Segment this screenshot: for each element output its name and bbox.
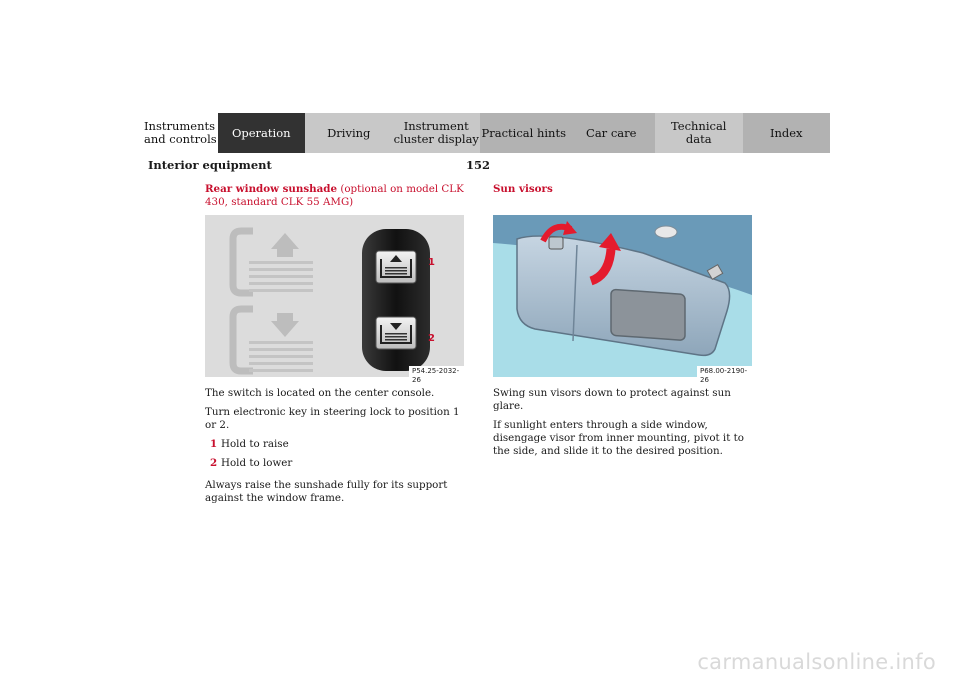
sun-visor-illustration [493, 215, 752, 384]
tab-instrument-cluster-display[interactable]: Instrument cluster display [393, 113, 481, 153]
raise-symbol-icon [233, 231, 313, 293]
list-item-number: 2 [210, 457, 218, 469]
chapter-tabs [130, 113, 830, 153]
figure-code: P68.00-2190-26 [697, 366, 752, 386]
list-item-text: Hold to raise [221, 438, 289, 450]
page-number: 152 [466, 158, 491, 172]
list-item-text: Hold to lower [221, 457, 293, 469]
list-item [210, 457, 467, 470]
tab-car-care[interactable]: Car care [568, 113, 656, 153]
figure-code: P54.25-2032-26 [409, 366, 464, 386]
callout-2: 2 [428, 333, 435, 344]
sunshade-switch-icon [362, 229, 430, 371]
tab-operation[interactable]: Operation [218, 113, 306, 153]
rear-sunshade-section [205, 183, 467, 511]
body-text: Always raise the sunshade fully for its support against the window frame. [205, 479, 448, 504]
tab-practical-hints[interactable]: Practical hints [480, 113, 568, 153]
instruction-list [205, 438, 467, 470]
body-text: If sunlight enters through a side window, disengage visor from inner mounting, pivot it to the side, and slide it to the desired position. [493, 419, 744, 457]
section-title: Interior equipment [148, 158, 272, 172]
rear-sunshade-heading: Rear window sunshade [205, 183, 338, 195]
body-text: Swing sun visors down to protect against sun glare. [493, 387, 731, 412]
rear-sunshade-heading-note: (optional on model CLK 430, standard CLK 55 AMG) [205, 183, 464, 208]
tab-technical-data[interactable]: Technical data [655, 113, 743, 153]
list-item-number: 1 [210, 438, 218, 450]
sun-visors-section [493, 183, 755, 464]
sun-visors-heading: Sun visors [493, 183, 553, 195]
list-item [210, 438, 467, 451]
body-text: The switch is located on the center console. [205, 387, 435, 399]
sunshade-switch-illustration [205, 215, 464, 384]
tab-driving[interactable]: Driving [305, 113, 393, 153]
tab-instruments-and-controls[interactable]: Instruments and controls [130, 113, 218, 153]
tab-index[interactable]: Index [743, 113, 831, 153]
lower-symbol-icon [233, 309, 313, 372]
body-text: Turn electronic key in steering lock to position 1 or 2. [205, 406, 460, 431]
footer-watermark: carmanualsonline.info [697, 650, 936, 674]
callout-1: 1 [428, 257, 435, 268]
